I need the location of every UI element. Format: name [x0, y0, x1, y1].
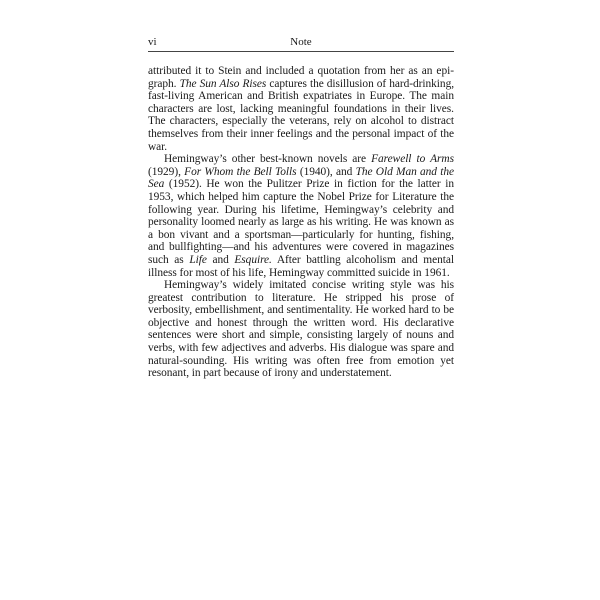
- italic-title-run: Life: [189, 253, 207, 266]
- text-run: (1940), and: [296, 165, 356, 178]
- text-run: captures the disillusion of hard-drinking, fast-living American and British expatriates in Europe. The main characters are lost, lacking meaningful foundations in their lives. The characters, especially the veterans, rely on alcohol to distract themselves from their inner feelings and the personal impact of the war.: [148, 77, 455, 153]
- italic-title-run: The Old Man and the Sea: [148, 165, 454, 191]
- text-run: Hemingway’s widely imitated concise writing style was his greatest contribution to literature. He stripped his prose of verbosity, embellishment, and sentimentality. He worked hard to be objective and honest through the written word. His declarative sentences were short and simple, consisting largely of nouns and verbs, with few adjectives and adverbs. His dialogue was spare and natural-sounding. His writing was often free from emotion yet resonant, in part because of irony and understatement.: [148, 279, 454, 380]
- paragraph: [148, 153, 454, 279]
- text-run: (1929),: [148, 165, 185, 178]
- body-text: [148, 65, 454, 380]
- italic-title-run: Farewell to Arms: [371, 153, 454, 166]
- header-rule: [148, 51, 454, 52]
- text-run: Hemingway’s other best-known novels are: [164, 153, 372, 166]
- running-head-title: Note: [290, 36, 312, 48]
- italic-title-run: Esquire.: [234, 253, 272, 266]
- text-run: and: [206, 253, 235, 266]
- text-run: After battling alcoholism and mental illness for most of his life, Hemingway committed suicide in 1961.: [148, 253, 454, 279]
- running-head: [148, 34, 454, 50]
- page-number: vi: [148, 36, 157, 48]
- paragraph: [148, 279, 454, 380]
- text-run: attributed it to Stein and included a quotation from her as an epigraph.: [148, 65, 454, 90]
- text-run: (1952). He won the Pulitzer Prize in fiction for the latter in 1953, which helped him capture the Nobel Prize for Literature the following year. During his lifetime, Hemingway’s celebrity and personality loomed nearly as large as his writing. He was known as a bon vivant and a sportsman—particularly for hunting, fishing, and bullfighting—and his adventures were covered in magazines such as: [148, 178, 454, 266]
- italic-title-run: For Whom the Bell Tolls: [184, 165, 297, 178]
- paragraph: [148, 65, 454, 153]
- book-page: [148, 34, 454, 380]
- italic-title-run: The Sun Also Rises: [179, 77, 267, 90]
